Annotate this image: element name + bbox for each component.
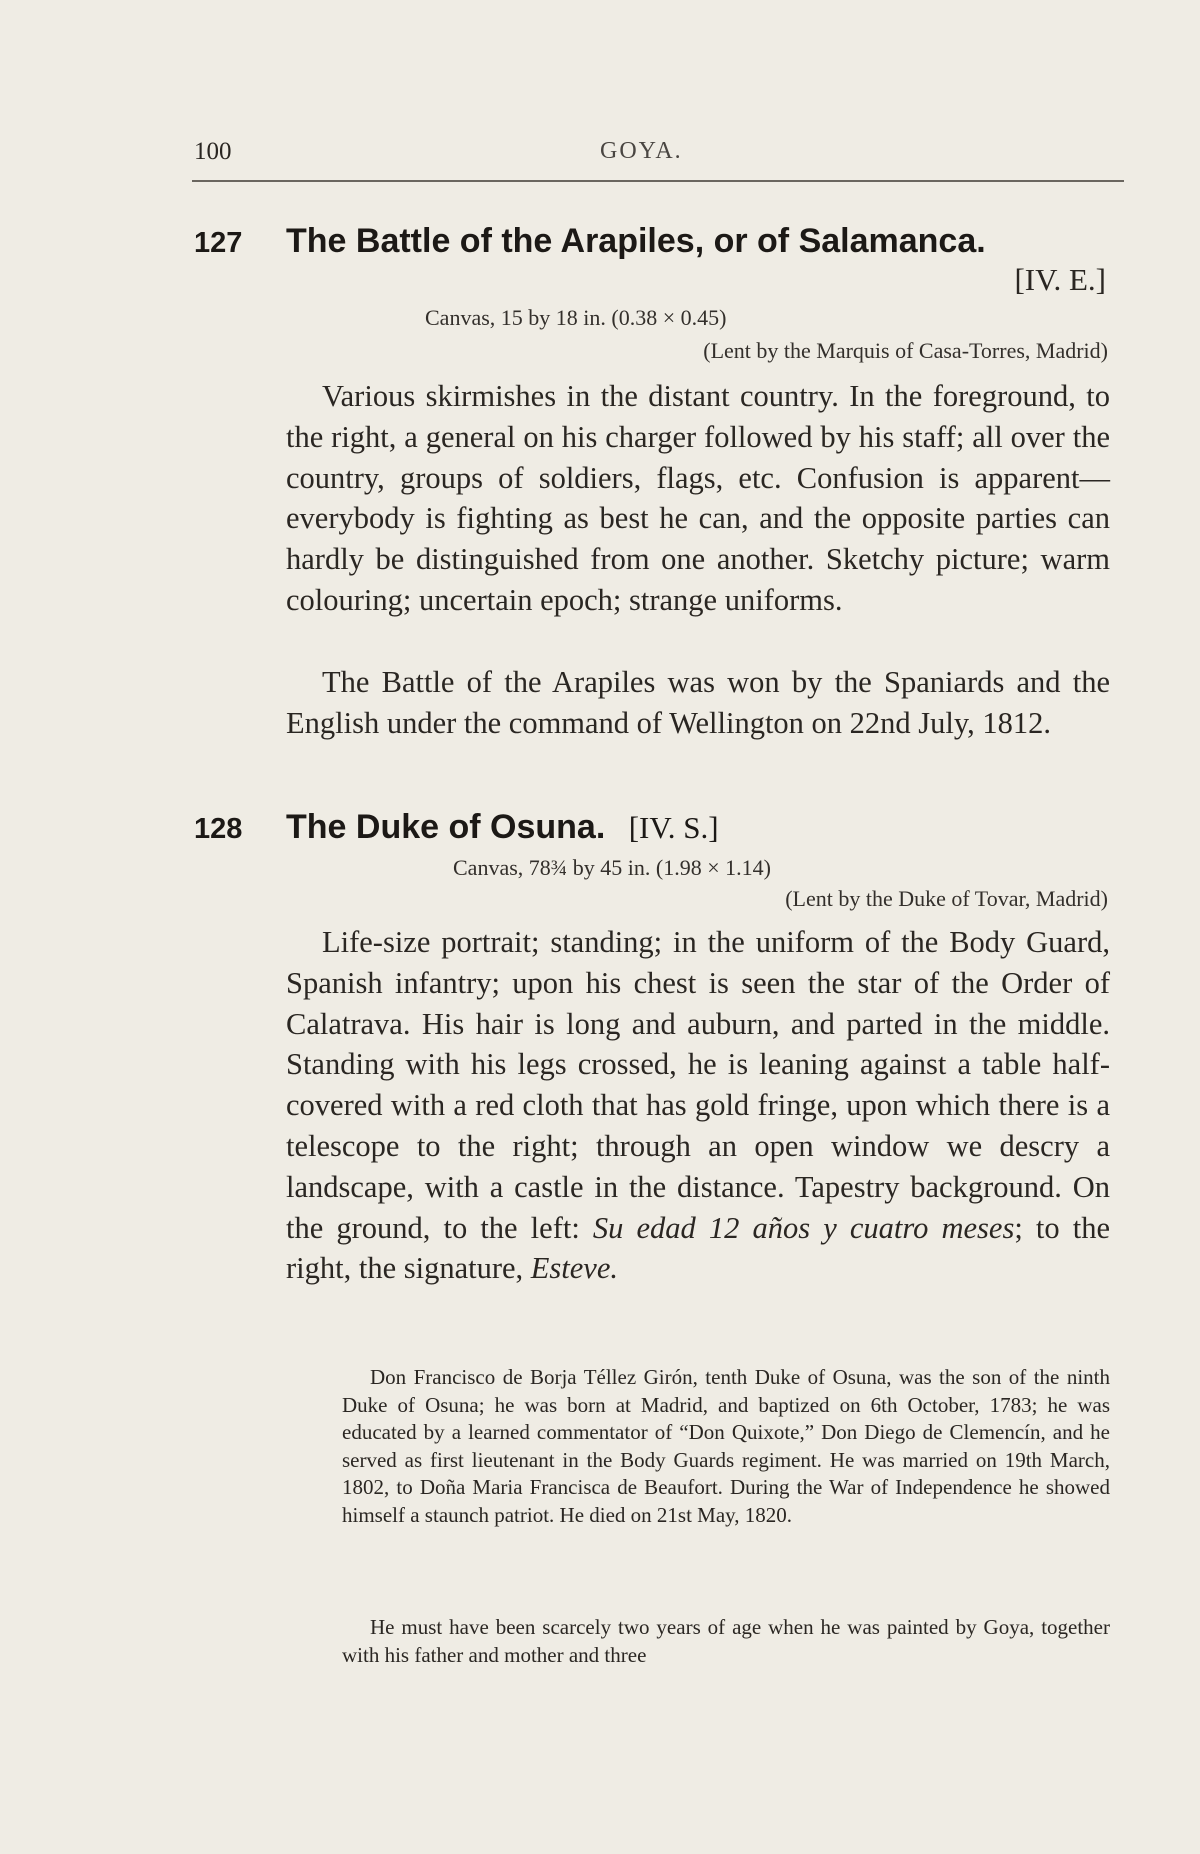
header-rule: [192, 180, 1124, 182]
entry-127-number: 127: [194, 227, 243, 259]
age-inscription: Su edad 12 años y cuatro meses: [592, 1210, 1015, 1245]
entry-127-tag: [IV. E.]: [1014, 262, 1106, 297]
entry-127-lent: (Lent by the Marquis of Casa-Torres, Madrid): [703, 338, 1108, 363]
entry-127-description: Various skirmishes in the distant country. In the foreground, to the right, a general on his charger followed by his staff; all over the country, groups of soldiers, flags, etc. Confusion is apparent—everybody is fighting as best he can, and the opposite parties can hardly be distinguished from one another. Sketchy picture; warm colouring; uncertain epoch; strange uniforms.: [286, 379, 1110, 617]
entry-128-medium: Canvas, 78¾ by 45 in. (1.98 × 1.14): [453, 855, 771, 880]
entry-128-number: 128: [194, 813, 243, 845]
entry-128-lent: (Lent by the Duke of Tovar, Madrid): [785, 886, 1108, 911]
entry-128-title-text: The Duke of Osuna.: [286, 808, 606, 846]
entry-128-title: [194, 808, 719, 847]
signature: Esteve.: [530, 1251, 619, 1286]
entry-128-description-tail: ; to the right, the signature,: [286, 1210, 1110, 1286]
entry-127-title: [194, 222, 986, 261]
entry-128-tag: [IV. S.]: [628, 810, 719, 845]
running-head: GOYA.: [600, 138, 683, 164]
entry-128-note-continued: He must have been scarcely two years of age when he was painted by Goya, together with his father and mother and three: [342, 1615, 1110, 1667]
page-header: [0, 138, 1200, 168]
entry-127-medium: Canvas, 15 by 18 in. (0.38 × 0.45): [425, 305, 727, 330]
page-number: 100: [194, 138, 232, 165]
entry-127-history: The Battle of the Arapiles was won by the Spaniards and the English under the command of Wellington on 22nd July, 1812.: [286, 665, 1110, 740]
entry-128-description-main: Life-size portrait; standing; in the uniform of the Body Guard, Spanish infantry; upon his chest is seen the star of the Order of Calatrava. His hair is long and auburn, and parted in the middle. Standing with his legs crossed, he is leaning against a table half-covered with a red cloth that has gold fringe, upon which there is a telescope to the right; through an open window we descry a landscape, with a castle in the distance. Tapestry background. On the ground, to the left:: [286, 925, 1110, 1245]
entry-127-title-text: The Battle of the Arapiles, or of Salamanca.: [286, 222, 986, 260]
entry-128-description: [286, 922, 1110, 1289]
entry-128-biography: Don Francisco de Borja Téllez Girón, tenth Duke of Osuna, was the son of the ninth Duke of Osuna; he was born at Madrid, and baptized on 6th October, 1783; he was educated by a learned commentator of “Don Quixote,” Don Diego de Clemencín, and he served as first lieutenant in the Body Guards regiment. He was married on 19th March, 1802, to Doña Maria Francisca de Beaufort. During the War of Independence he showed himself a staunch patriot. He died on 21st May, 1820.: [342, 1365, 1110, 1527]
